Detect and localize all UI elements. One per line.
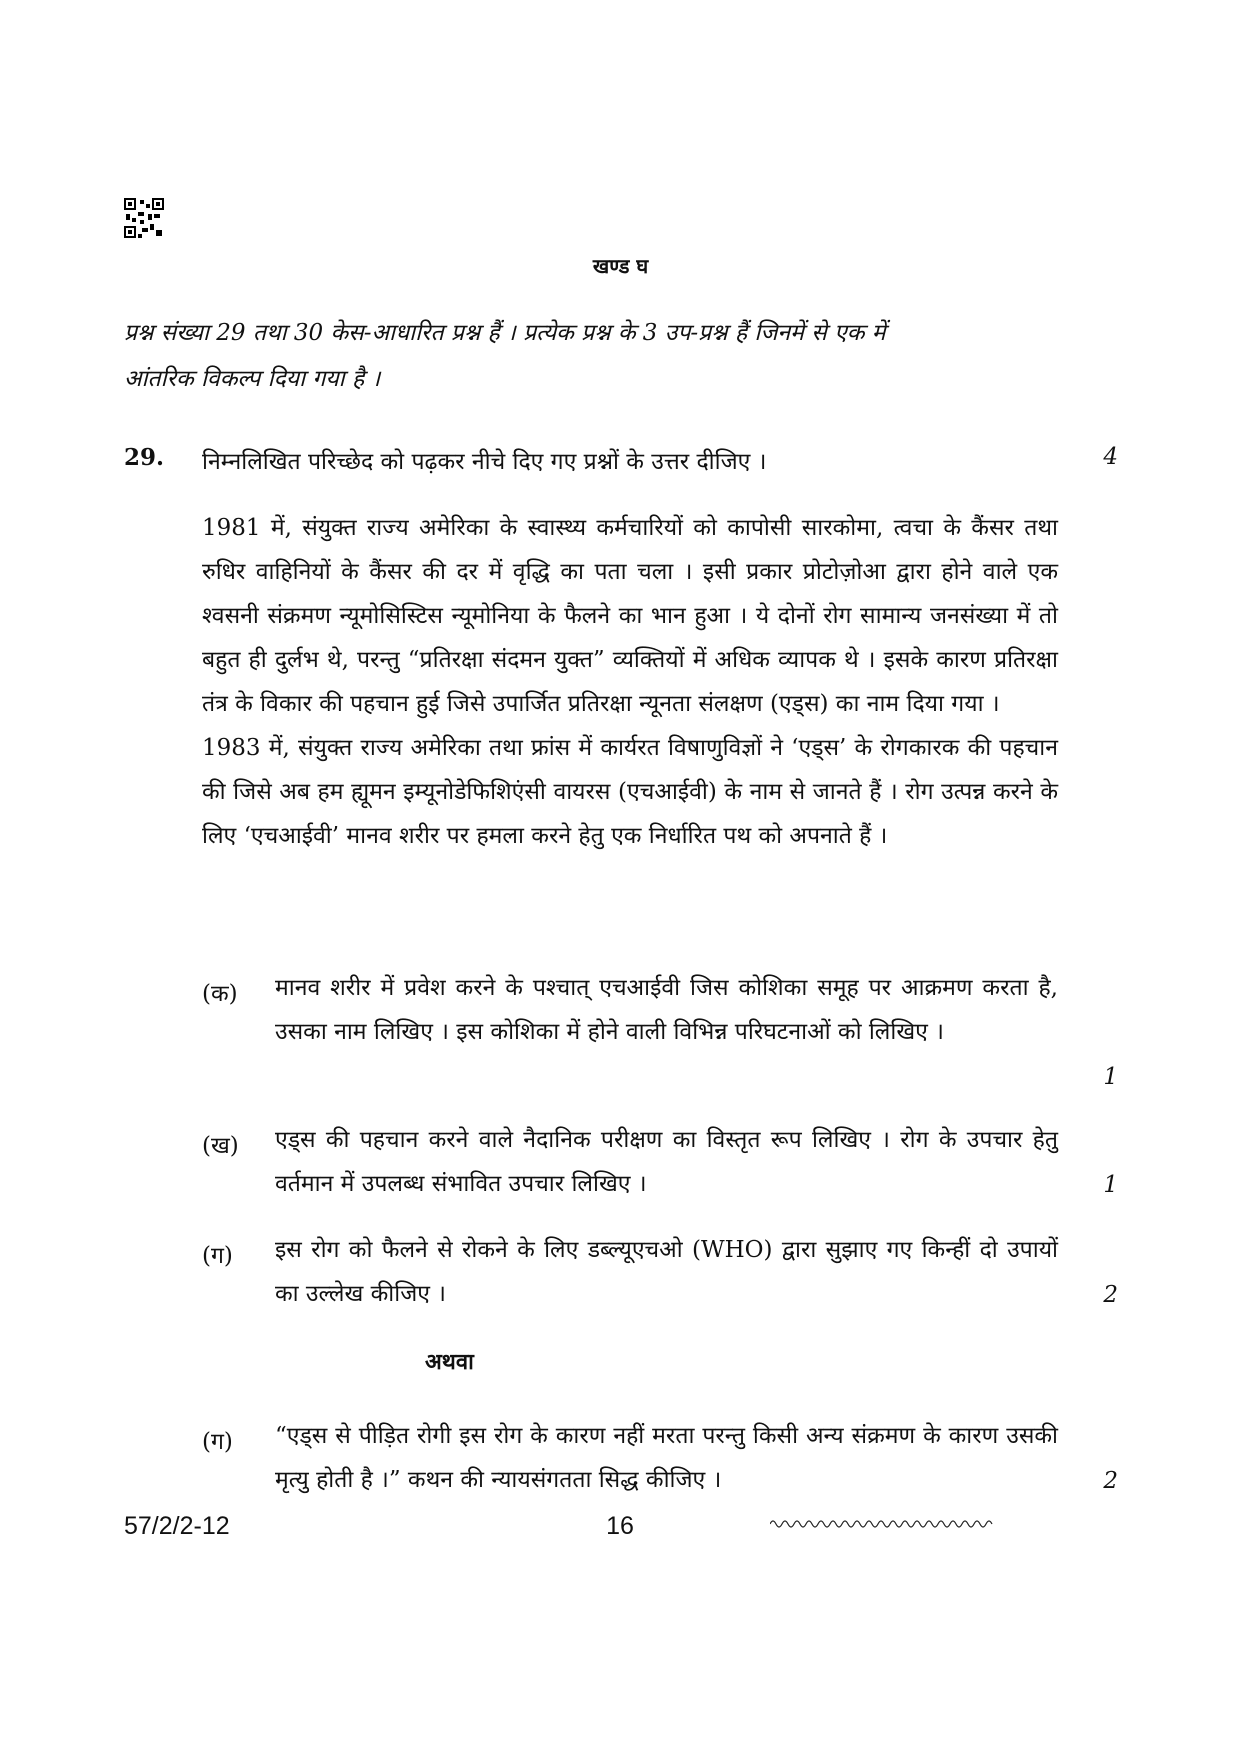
case-passage — [202, 506, 1058, 858]
sub-question-label: (क) — [202, 981, 238, 1007]
sub-question-marks: 1 — [1103, 1172, 1118, 1198]
instruction-line-2: आंतरिक विकल्प दिया गया है । — [124, 366, 381, 392]
question-marks: 4 — [1103, 444, 1118, 470]
wavy-line-icon — [770, 1516, 995, 1532]
alt-sub-question-text: “एड्स से पीड़ित रोगी इस रोग के कारण नहीं मरता परन्तु किसी अन्य संक्रमण के कारण उसकी मृत्यु होती है ।” कथन की न्यायसंगतता सिद्ध कीजिए । — [275, 1423, 1058, 1493]
question-number: 29. — [124, 444, 165, 471]
sub-question-marks: 1 — [1103, 1064, 1118, 1090]
alt-sub-question-label: (ग) — [202, 1429, 233, 1455]
sub-question-text: मानव शरीर में प्रवेश करने के पश्चात् एचआईवी जिस कोशिका समूह पर आक्रमण करता है, उसका नाम लिखिए । इस कोशिका में होने वाली विभिन्न परिघटनाओं को लिखिए । — [275, 975, 1058, 1045]
paper-code: 57/2/2-12 — [124, 1512, 230, 1540]
passage-paragraph-1: 1981 में, संयुक्त राज्य अमेरिका के स्वास्थ्य कर्मचारियों को कापोसी सारकोमा, त्वचा के कैंसर तथा रुधिर वाहिनियों के कैंसर की दर में वृद्धि का पता चला । इसी प्रकार प्रोटोज़ोआ द्वारा होने वाले एक श्वसनी संक्रमण न्यूमोसिस्टिस न्यूमोनिया के फैलने का भान हुआ । ये दोनों रोग सामान्य जनसंख्या में तो बहुत ही दुर्लभ थे, परन्तु “प्रतिरक्षा संदमन युक्त” व्यक्तियों में अधिक व्यापक थे । इसके कारण प्रतिरक्षा तंत्र के विकार की पहचान हुई जिसे उपार्जित प्रतिरक्षा न्यूनता संलक्षण (एड्स) का नाम दिया गया । — [202, 515, 1058, 717]
sub-question-marks: 2 — [1103, 1282, 1118, 1308]
sub-question-text: एड्स की पहचान करने वाले नैदानिक परीक्षण का विस्तृत रूप लिखिए । रोग के उपचार हेतु वर्तमान में उपलब्ध संभावित उपचार लिखिए । — [275, 1127, 1058, 1197]
sub-question-label: (ख) — [202, 1133, 239, 1159]
sub-question-label: (ग) — [202, 1243, 233, 1269]
or-label: अथवा — [425, 1349, 474, 1375]
qr-code-icon — [124, 198, 164, 238]
page-number: 16 — [606, 1512, 634, 1540]
instruction-line-1: प्रश्न संख्या 29 तथा 30 केस-आधारित प्रश्न हैं । प्रत्येक प्रश्न के 3 उप-प्रश्न हैं जिनमें से एक में — [124, 320, 886, 346]
section-title: खण्ड घ — [592, 254, 649, 278]
passage-paragraph-2: 1983 में, संयुक्त राज्य अमेरिका तथा फ्रांस में कार्यरत विषाणुविज्ञों ने ‘एड्स’ के रोगकारक की पहचान की जिसे अब हम ह्यूमन इम्यूनोडेफिशिएंसी वायरस (एचआईवी) के नाम से जानते हैं । रोग उत्पन्न करने के लिए ‘एचआईवी’ मानव शरीर पर हमला करने हेतु एक निर्धारित पथ को अपनाते हैं । — [202, 735, 1058, 849]
section-instruction — [124, 310, 1058, 402]
question-text: निम्नलिखित परिच्छेद को पढ़कर नीचे दिए गए प्रश्नों के उत्तर दीजिए । — [202, 449, 767, 475]
alt-sub-question-marks: 2 — [1103, 1468, 1118, 1494]
sub-question-text: इस रोग को फैलने से रोकने के लिए डब्ल्यूएचओ (WHO) द्वारा सुझाए गए किन्हीं दो उपायों का उल्लेख कीजिए । — [275, 1237, 1058, 1307]
